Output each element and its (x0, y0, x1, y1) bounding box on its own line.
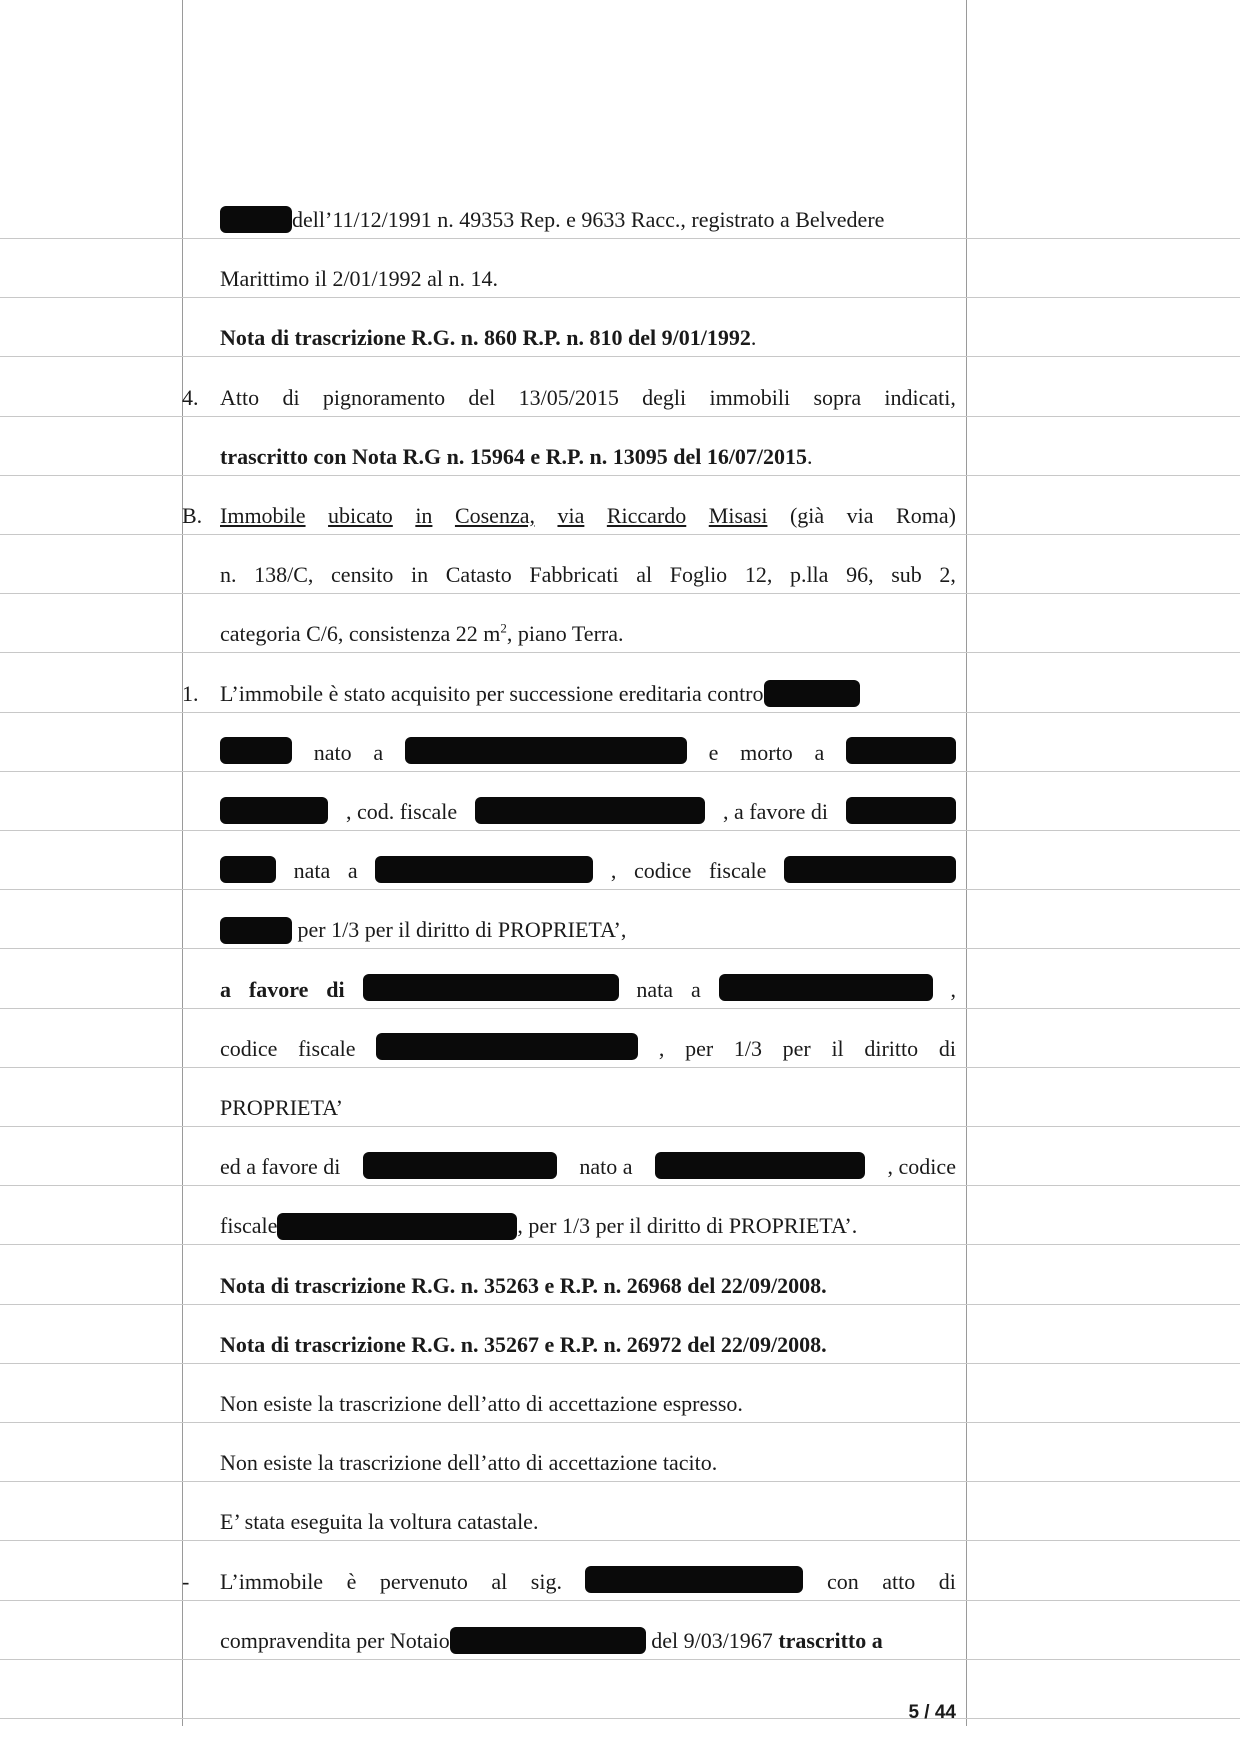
word: via (557, 503, 585, 528)
text-line (220, 1443, 956, 1483)
text-run: ed a favore di (220, 1154, 341, 1180)
text-run: , (658, 1035, 665, 1061)
redaction-block (450, 1627, 646, 1654)
text-run: e (708, 739, 719, 765)
text-run: nato a (579, 1154, 633, 1180)
text-run: sig. (530, 1568, 562, 1594)
redaction-block (846, 797, 956, 824)
word: Cosenza, (454, 503, 535, 528)
text-run: 2 (500, 621, 507, 637)
word: Catasto (445, 562, 512, 588)
list-marker: B. (182, 503, 203, 528)
word: Misasi (708, 503, 768, 528)
text-line (220, 1206, 956, 1246)
text-run: con (826, 1568, 859, 1594)
word: indicati, (884, 384, 956, 410)
right-margin-line (966, 0, 967, 1726)
word: Fabbricati (529, 562, 619, 588)
text-run: di (326, 976, 345, 1002)
text-run: nato (313, 739, 352, 765)
text-run: . (750, 325, 757, 351)
text-line (220, 674, 956, 714)
page-number: 5 / 44 (908, 1702, 956, 1723)
text-run: pervenuto (379, 1568, 468, 1594)
word: 13/05/2015 (518, 384, 619, 410)
text-run: compravendita per Notaio (220, 1627, 450, 1653)
text-run: per (685, 1035, 714, 1061)
redaction-block (363, 974, 619, 1001)
text-run: è (346, 1568, 357, 1594)
redaction-block (784, 856, 956, 883)
word: in (415, 503, 433, 528)
word: immobili (709, 384, 791, 410)
text-run: dell’11/12/1991 n. 49353 Rep. e 9633 Racc., registrato a Belvedere (292, 207, 885, 232)
redaction-block (376, 1033, 638, 1060)
text-line (220, 1621, 956, 1661)
redaction-block (277, 1213, 517, 1240)
word: Foglio (669, 562, 728, 588)
text-run: favore (248, 976, 309, 1002)
text-run: categoria C/6, consistenza 22 m (220, 621, 501, 647)
text-line (220, 200, 956, 240)
text-run: PROPRIETA’ (220, 1095, 343, 1120)
text-run: E’ stata eseguita la voltura catastale. (220, 1509, 539, 1535)
redaction-block (585, 1566, 803, 1593)
text-run: fiscale (708, 858, 767, 884)
redaction-block (405, 737, 687, 764)
word: sopra (813, 384, 862, 410)
text-run: di (938, 1568, 956, 1594)
redaction-block (375, 856, 593, 883)
redaction-block (719, 974, 933, 1001)
text-line (220, 437, 956, 477)
text-run: di (938, 1035, 956, 1061)
text-line (220, 1325, 956, 1365)
redaction-block (475, 797, 705, 824)
redaction-block (220, 856, 276, 883)
text-run: trascritto con Nota R.G n. 15964 e R.P. n. 13095 del 16/07/2015 (220, 443, 808, 469)
text-run: per (782, 1035, 811, 1061)
word: 138/C, (254, 562, 314, 588)
text-run: a (690, 976, 701, 1002)
text-line (220, 378, 956, 418)
text-run: codice (220, 1035, 278, 1061)
text-line (220, 1088, 956, 1128)
text-line (220, 1029, 956, 1069)
text-line (220, 1562, 956, 1602)
word: p.lla (789, 562, 829, 588)
word: Riccardo (606, 503, 687, 528)
text-run: , (610, 858, 617, 884)
text-run: codice (633, 858, 692, 884)
text-run: al (491, 1568, 508, 1594)
text-run: a (347, 858, 358, 884)
text-run: , cod. fiscale (345, 799, 458, 824)
redaction-block (846, 737, 956, 764)
text-run: Nota di trascrizione R.G. n. 35267 e R.P. n. 26972 del 22/09/2008. (220, 1331, 827, 1357)
text-run: Marittimo il 2/01/1992 al n. 14. (220, 266, 499, 292)
list-marker: 1. (182, 680, 199, 706)
text-run: L’immobile è stato acquisito per successione ereditaria contro (220, 680, 764, 706)
left-margin-line (182, 0, 183, 1726)
word: via (846, 503, 874, 528)
text-line (220, 1147, 956, 1187)
text-line (220, 318, 956, 358)
word: Roma) (896, 503, 956, 528)
word: di (282, 384, 300, 410)
text-run: per 1/3 per il diritto di PROPRIETA’, (292, 917, 627, 943)
redaction-block (764, 680, 860, 707)
redaction-block (220, 917, 292, 944)
text-line (220, 496, 956, 536)
text-run: fiscale (220, 1213, 278, 1239)
text-line (220, 851, 956, 891)
text-run: 1/3 (733, 1035, 762, 1061)
text-run: nata (293, 858, 331, 884)
text-run: nata (636, 976, 674, 1002)
rule-line (0, 1718, 1240, 1719)
list-marker: - (182, 1568, 190, 1594)
text-run: , codice (887, 1154, 956, 1180)
word: (già (789, 503, 825, 528)
text-run: L’immobile (220, 1568, 324, 1594)
text-line (220, 1266, 956, 1306)
text-line (220, 1384, 956, 1424)
text-run: trascritto a (778, 1627, 883, 1653)
text-run: , piano Terra. (506, 621, 624, 647)
word: del (468, 384, 496, 410)
word: in (411, 562, 429, 588)
text-run: Non esiste la trascrizione dell’atto di accettazione tacito. (220, 1450, 718, 1476)
text-line (220, 259, 956, 299)
redaction-block (363, 1152, 557, 1179)
redaction-block (655, 1152, 865, 1179)
text-line (220, 614, 956, 654)
text-run: morto (740, 739, 793, 765)
text-run: il (831, 1035, 844, 1061)
word: pignoramento (322, 384, 446, 410)
text-run: , a favore di (722, 799, 829, 824)
text-run: Non esiste la trascrizione dell’atto di accettazione espresso. (220, 1391, 743, 1416)
text-run: del 9/03/1967 (645, 1627, 779, 1653)
text-line (220, 792, 956, 832)
word: degli (642, 384, 687, 410)
redaction-block (220, 797, 328, 824)
word: Atto (220, 384, 260, 410)
word: sub (891, 562, 922, 588)
text-run: a (373, 739, 384, 765)
word: ubicato (328, 503, 393, 528)
word: n. (220, 562, 237, 588)
text-run: , per 1/3 per il diritto di PROPRIETA’. (517, 1213, 858, 1239)
text-run: diritto (864, 1035, 919, 1061)
text-run: Nota di trascrizione R.G. n. 35263 e R.P. n. 26968 del 22/09/2008. (220, 1272, 827, 1298)
word: 96, (846, 562, 874, 588)
text-line (220, 1502, 956, 1542)
text-line (220, 555, 956, 595)
text-run: Nota di trascrizione R.G. n. 860 R.P. n. 810 del 9/01/1992 (220, 325, 751, 351)
text-run: . (807, 443, 813, 469)
word: 2, (939, 562, 956, 588)
word: censito (331, 562, 394, 588)
word: Immobile (220, 503, 306, 528)
word: al (636, 562, 653, 588)
text-line (220, 910, 956, 950)
list-marker: 4. (182, 384, 199, 410)
text-run: a (814, 739, 825, 765)
text-run: a (220, 976, 231, 1002)
word: 12, (744, 562, 773, 588)
redaction-block (220, 206, 292, 233)
text-line (220, 970, 956, 1010)
text-run: , (950, 976, 956, 1002)
text-line (220, 733, 956, 773)
redaction-block (220, 737, 292, 764)
text-run: atto (882, 1568, 916, 1594)
text-run: fiscale (298, 1035, 356, 1061)
